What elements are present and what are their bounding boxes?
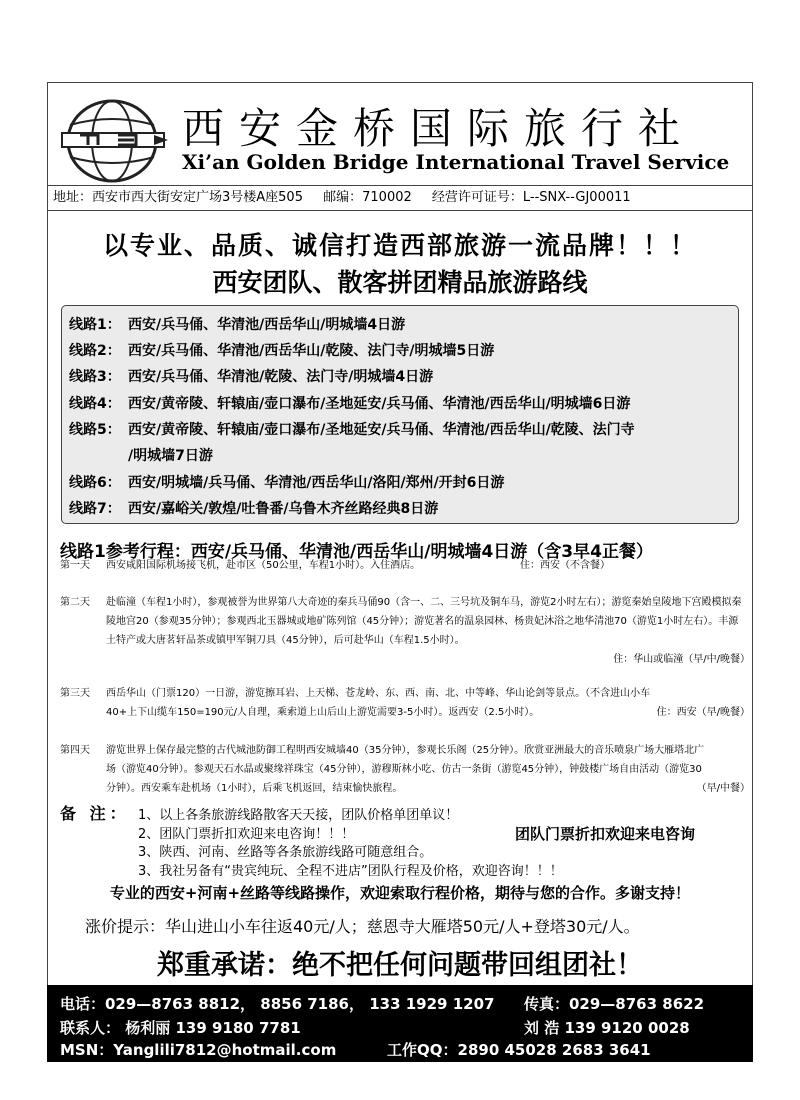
day-label: 第四天 bbox=[60, 745, 90, 756]
day-text: 赴临潼（车程1小时），参观被誉为世界第八大奇迹的秦兵马俑90（含一、二、三号坑及铜车马，游览2小时左右）；游览秦始皇陵地下宫殿模拟秦陵地宫20（参观35分钟）；参观西北玉器城或地矿陈列馆（45分钟）；游览著名的温泉园林、杨贵妃沐浴之地华清池70（游览1小时左右）。丰源土特产或大唐茗轩品茶或镇甲军铜刀具（45分钟），后可赴华山（车程1.5小时）。 bbox=[106, 597, 742, 646]
route-text-continuation: /明城墙7日游 bbox=[128, 448, 213, 464]
route-text: 西安/明城墙/兵马俑、华清池/西岳华山/洛阳/郑州/开封6日游 bbox=[128, 475, 505, 491]
routes-heading: 西安团队、散客拼团精品旅游路线 bbox=[212, 268, 588, 297]
license-text: 经营许可证号：L--SNX--GJ00011 bbox=[431, 190, 631, 205]
fax-number: 传真：029—8763 8622 bbox=[524, 995, 705, 1013]
route-text: 西安/兵马俑、华清池/乾陵、法门寺/明城墙4日游 bbox=[128, 369, 434, 385]
route-item bbox=[69, 419, 635, 439]
route-label: 线路1： bbox=[69, 317, 121, 333]
day-label: 第三天 bbox=[60, 688, 90, 699]
route-text: 西安/兵马俑、华清池/西岳华山/明城墙4日游 bbox=[128, 317, 406, 333]
cooperation-cta: 专业的西安+河南+丝路等线路操作，欢迎索取行程价格，期待与您的合作。多谢支持！ bbox=[109, 884, 691, 902]
route-item bbox=[69, 472, 504, 492]
route-label: 线路7： bbox=[69, 501, 121, 517]
day-label: 第二天 bbox=[60, 597, 90, 608]
contact-person-2: 刘 浩 139 9120 0028 bbox=[524, 1019, 690, 1037]
brand-slogan: 以专业、品质、诚信打造西部旅游一流品牌！！！ bbox=[102, 231, 697, 260]
address-text: 地址：西安市西大街安定广场3号楼A座505 bbox=[53, 190, 303, 205]
note-item: 3、陕西、河南、丝路等各条旅游线路可随意组合。 bbox=[138, 845, 433, 860]
itinerary-day bbox=[60, 593, 750, 673]
note-item: 3、我社另备有“贵宾纯玩、全程不进店”团队行程及价格，欢迎咨询！！！ bbox=[138, 864, 563, 879]
route-text: 西安/兵马俑、华清池/西岳华山/乾陵、法门寺/明城墙5日游 bbox=[128, 343, 495, 359]
msn-address: MSN：Yanglili7812@hotmail.com bbox=[60, 1041, 337, 1059]
route-label: 线路4： bbox=[69, 396, 121, 412]
day-text: 西安咸阳国际机场接飞机，赴市区（50公里，车程1小时）。入住酒店。 bbox=[106, 560, 421, 571]
note-item: 2、团队门票折扣欢迎来电咨询！！！ bbox=[138, 827, 355, 842]
contact-footer bbox=[47, 985, 753, 1062]
route-item bbox=[69, 366, 433, 386]
itinerary-day bbox=[60, 556, 750, 576]
golden-bridge-globe-logo bbox=[58, 95, 170, 185]
route-item bbox=[69, 498, 438, 518]
day-text: 游览世界上保存最完整的古代城池防御工程明西安城墙40（35分钟），参观长乐阁（25分钟）。欣赏亚洲最大的音乐喷泉广场大雁塔北广场（游览40分钟）。参观天石水晶或聚缘祥珠宝（45分钟），游穆斯林小吃、仿古一条街（游览45分钟），钟鼓楼广场自由活动（游览30分钟）。西安乘车赴机场（1小时），后乘飞机返回，结束愉快旅程。 bbox=[106, 745, 705, 794]
route-item bbox=[69, 340, 494, 360]
service-promise: 郑重承诺：绝不把任何问题带回组团社！ bbox=[157, 950, 643, 981]
day-stay: 住：华山或临潼（早/中/晚餐） bbox=[613, 654, 750, 665]
itinerary-day bbox=[60, 741, 750, 801]
route-label: 线路2： bbox=[69, 343, 121, 359]
phone-numbers: 电话：029—8763 8812， 8856 7186， 133 1929 1207 bbox=[60, 995, 495, 1013]
day-text: 西岳华山（门票120）一日游，游览擦耳岩、上天梯、苍龙岭、东、西、南、北、中等峰、华山论剑等景点。（不含进山小车40+上下山缆车150=190元/人自理，乘索道上山后山上游览需要3-5小时）。返西安（2.5小时）。 bbox=[106, 688, 651, 718]
route-label: 线路5： bbox=[69, 422, 121, 438]
agency-name-en: Xi’an Golden Bridge International Travel Service bbox=[182, 150, 730, 174]
day-stay: （早/中餐） bbox=[696, 783, 750, 794]
itinerary-day bbox=[60, 684, 750, 724]
price-increase-tip: 涨价提示：华山进山小车往返40元/人；慈恩寺大雁塔50元/人+登塔30元/人。 bbox=[85, 917, 640, 936]
day-stay: 住：西安（早/晚餐） bbox=[656, 707, 750, 718]
route-text: 西安/黄帝陵、轩辕庙/壶口瀑布/圣地延安/兵马俑、华清池/西岳华山/乾陵、法门寺 bbox=[128, 422, 635, 438]
route-text: 西安/黄帝陵、轩辕庙/壶口瀑布/圣地延安/兵马俑、华清池/西岳华山/明城墙6日游 bbox=[128, 396, 631, 412]
contact-person-1: 联系人： 杨利丽 139 9180 7781 bbox=[60, 1019, 301, 1037]
day-label: 第一天 bbox=[60, 560, 90, 571]
group-ticket-badge: 团队门票折扣欢迎来电咨询 bbox=[515, 825, 696, 843]
contact-info-bar bbox=[47, 185, 753, 211]
work-qq: 工作QQ：2890 45028 2683 3641 bbox=[387, 1041, 651, 1059]
route-text: 西安/嘉峪关/敦煌/吐鲁番/乌鲁木齐丝路经典8日游 bbox=[128, 501, 439, 517]
route-label: 线路3： bbox=[69, 369, 121, 385]
route-item bbox=[69, 393, 630, 413]
route-item bbox=[69, 314, 405, 334]
notes-label: 备 注： bbox=[60, 804, 130, 823]
route-list-panel bbox=[61, 305, 739, 524]
route-label: 线路6： bbox=[69, 475, 121, 491]
day-stay: 住：西安（不含餐） bbox=[520, 560, 610, 571]
itinerary-title: 线路1参考行程：西安/兵马俑、华清池/西岳华山/明城墙4日游（含3早4正餐） bbox=[60, 542, 653, 562]
agency-name-cn: 西安金桥国际旅行社 bbox=[182, 104, 696, 153]
note-item: 1、以上各条旅游线路散客天天接，团队价格单团单议！ bbox=[138, 808, 459, 823]
postcode-text: 邮编：710002 bbox=[323, 190, 412, 205]
